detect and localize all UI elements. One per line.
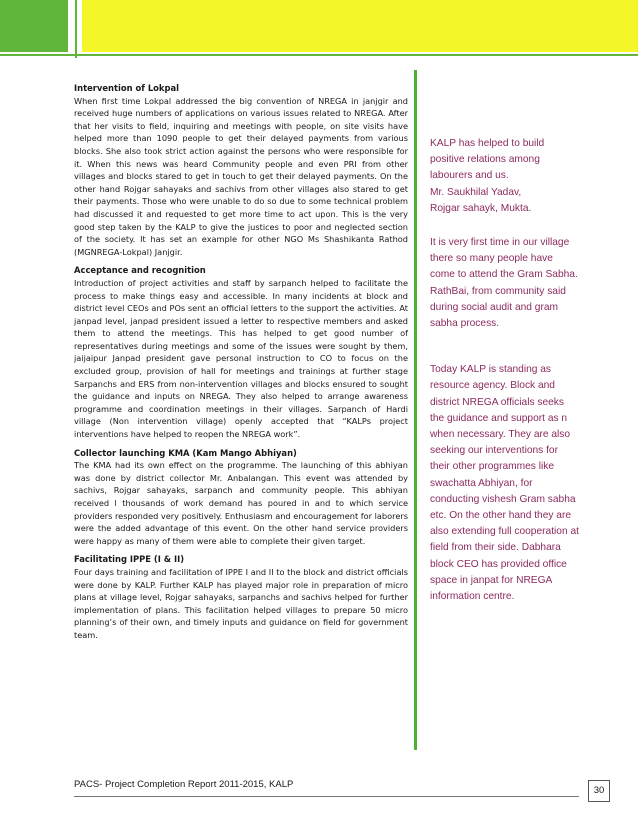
header-band (0, 0, 638, 52)
column-divider (414, 70, 417, 750)
quote-block-1 (430, 136, 580, 217)
section-title: Intervention of Lokpal (74, 83, 179, 93)
section-kma (74, 447, 408, 548)
header-vertical-rule (75, 0, 77, 58)
quote-attribution: RathBai, from community said during social audit and gram sabha process. (430, 285, 566, 330)
quote-attribution: Rojgar sahayk, Mukta. (430, 202, 532, 214)
section-title: Facilitating IPPE (I & II) (74, 554, 185, 565)
page-number: 30 (588, 780, 610, 802)
quote-attribution: Mr. Saukhilal Yadav, (430, 186, 522, 198)
section-title: Collector launching KMA (Kam Mango Abhiyan) (74, 447, 297, 458)
quote-text: It is very first time in our village there so many people have come to attend the Gram Sabha. (430, 237, 578, 281)
main-column (74, 82, 408, 648)
section-body: The KMA had its own effect on the programme. The launching of this abhiyan was done by district collector Mr. Anbalangan. This event was attended by sachivs, Rojgar sahayaks, sarpanch and community people. This abhiyan received l thousands of work demand has poured in and to which service providers responded very positively. Enthusiasm and encouragement for laborers were the added advantage of this event. On the other hand service providers were happy as many of them were able to complete their given target. (74, 460, 408, 546)
section-ippe (74, 553, 408, 641)
section-acceptance (74, 264, 408, 440)
section-body: Introduction of project activities and staff by sarpanch helped to facilitate the process to make things easy and accessible. In many incidents at block and district level CEOs and POs sent an official letters to the support the activities. At janpad level, janpad president issued a letter to respective members and asked them to attend the meetings. This has helped to get good number of representatives during meetings and some of the issues were sought by them, jaijaipur Janpad president gave personal instruction to CO to focus on the excluded group, provision of hall for meetings and trainings at further stage Sarpanchs and ERS from non-intervention villages and blocks ensured to sought the guidance and inputs on NREGA. They also helped to arrange awareness programme and coordination meetings in their villages. Sarpanch of Hardi village (Non intervention village) openly accepted that “KALPs project interventions have helped to reopen the NREGA work”. (74, 277, 408, 440)
section-body: When first time Lokpal addressed the big convention of NREGA in janjgir and received huge numbers of applications on various issues related to NREGA. After that her visits to field, inquiring and meetings with people, on site visits have helped more than 1090 people to get their delayed payments from various blocks. She also took strict action against the persons who were responsible for it. When this news was heard Community people and even PRI from other villages and blocks stared to get in touch to get their delayed payments. On the other hand Rojgar sahayaks and sachivs from other villages also stared to get their payments. Those who were unable to do so due to some technical problem had discussed it and requested to get more time to act upon. This is the very good step taken by the KALP to give the justices to poor and neglected section of the society. It has set an example for other NGO Ms Shashikanta Rathod (MGNREGA-Lokpal) Janjgir. (74, 95, 408, 257)
sidebar-quotes (430, 136, 580, 605)
quote-text: Today KALP is standing as resource agency. Block and district NREGA officials seeks the guidance and support as n when necessary. They are also seeking our interventions for their other programmes like swachatta Abhiyan, for conducting vishesh Gram sabha etc. On the other hand they are also extending full cooperation at field from their side. Dabhara block CEO has provided office space in janpat for NREGA information centre. (430, 364, 579, 603)
section-lokpal (74, 82, 408, 258)
quote-text: KALP has helped to build positive relations among labourers and us. (430, 138, 545, 182)
footer-report-title: PACS- Project Completion Report 2011-2015, KALP (74, 779, 294, 790)
quote-block-3 (430, 362, 580, 605)
section-title: Acceptance and recognition (74, 265, 206, 276)
header-horizontal-rule (0, 54, 638, 56)
header-yellow-block (82, 0, 638, 52)
footer-rule (74, 796, 579, 797)
quote-block-2 (430, 235, 580, 332)
header-green-block (0, 0, 68, 52)
section-body: Four days training and facilitation of IPPE I and II to the block and district officials were done by KALP. Further KALP has played major role in preparation of micro plans at village level, Rojgar sahayaks, sarpanchs and sachivs helped for further implementation of plans. This facilitation helped villages to prepare 50 micro planning’s of their own, and timely inputs and guidance on field for government team. (74, 566, 408, 640)
